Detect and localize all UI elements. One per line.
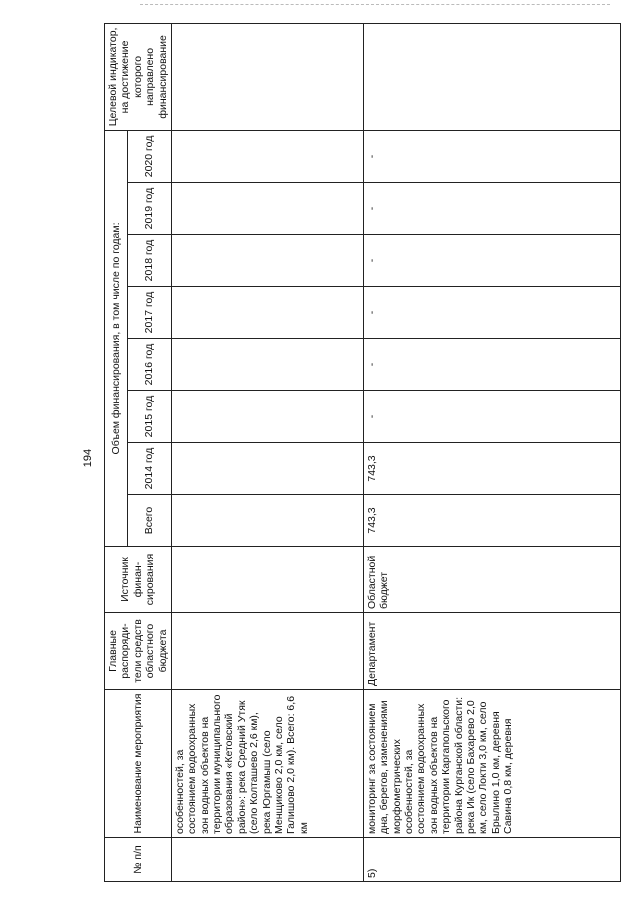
header-year: 2018 год [128,235,172,287]
cell-year: 743,3 [363,443,620,495]
header-total: Всего [128,495,172,547]
header-name: Наименование мероприятия [105,690,172,838]
cell-year: - [363,391,620,443]
cell-year: - [363,183,620,235]
cell-year [171,391,363,443]
cell-target [363,23,620,130]
cell-year [171,287,363,339]
scan-artifact-line [140,4,610,6]
header-num: № п/п [105,838,172,882]
header-year: 2014 год [128,443,172,495]
header-volume: Объем финансирования, в том числе по годам: [105,130,128,546]
table-row [171,23,363,881]
cell-num: 5) [363,838,620,882]
cell-year: - [363,287,620,339]
cell-name: особенностей, за состоянием водоохранных зон водных объектов на территории муниципального образования «Кетовский район»: река Средний Утяк (село Колташево 2,6 км), река Юргамыш (село Менщиково 2,0 км, село Галишово 2,0 км). Всего: 6,6 км [171,690,363,838]
cell-year [171,183,363,235]
page-number: 194 [82,448,94,468]
cell-total: 743,3 [363,495,620,547]
header-year: 2019 год [128,183,172,235]
header-year: 2016 год [128,339,172,391]
cell-target [171,23,363,130]
header-year: 2015 год [128,391,172,443]
cell-year: - [363,130,620,182]
financing-table [104,23,621,882]
header-year: 2017 год [128,287,172,339]
cell-num [171,838,363,882]
header-source: Источник финан-сирования [105,547,172,613]
cell-name: мониторинг за состоянием дна, берегов, изменениями морфометрических особенностей, за состоянием водоохранных зон водных объектов на территории Каргапольского района Курганской области: река Ик (село Бахарево 2,0 км, село Локти 3,0 км, село Брылино 1,0 км, деревня Савина 0,8 км, деревня [363,690,620,838]
cell-year [171,235,363,287]
cell-total [171,495,363,547]
cell-year: - [363,339,620,391]
cell-admin: Департамент [363,613,620,690]
cell-year [171,339,363,391]
cell-year: - [363,235,620,287]
rotated-table-container [104,27,612,882]
header-target: Целевой индикатор, на достижение которого направлено финансирование [105,23,172,130]
cell-admin [171,613,363,690]
cell-year [171,130,363,182]
header-admins: Главные распоряди-тели средств областного бюджета [105,613,172,690]
cell-source: Областной бюджет [363,547,620,613]
header-year: 2020 год [128,130,172,182]
table-row [363,23,620,881]
cell-year [171,443,363,495]
cell-source [171,547,363,613]
